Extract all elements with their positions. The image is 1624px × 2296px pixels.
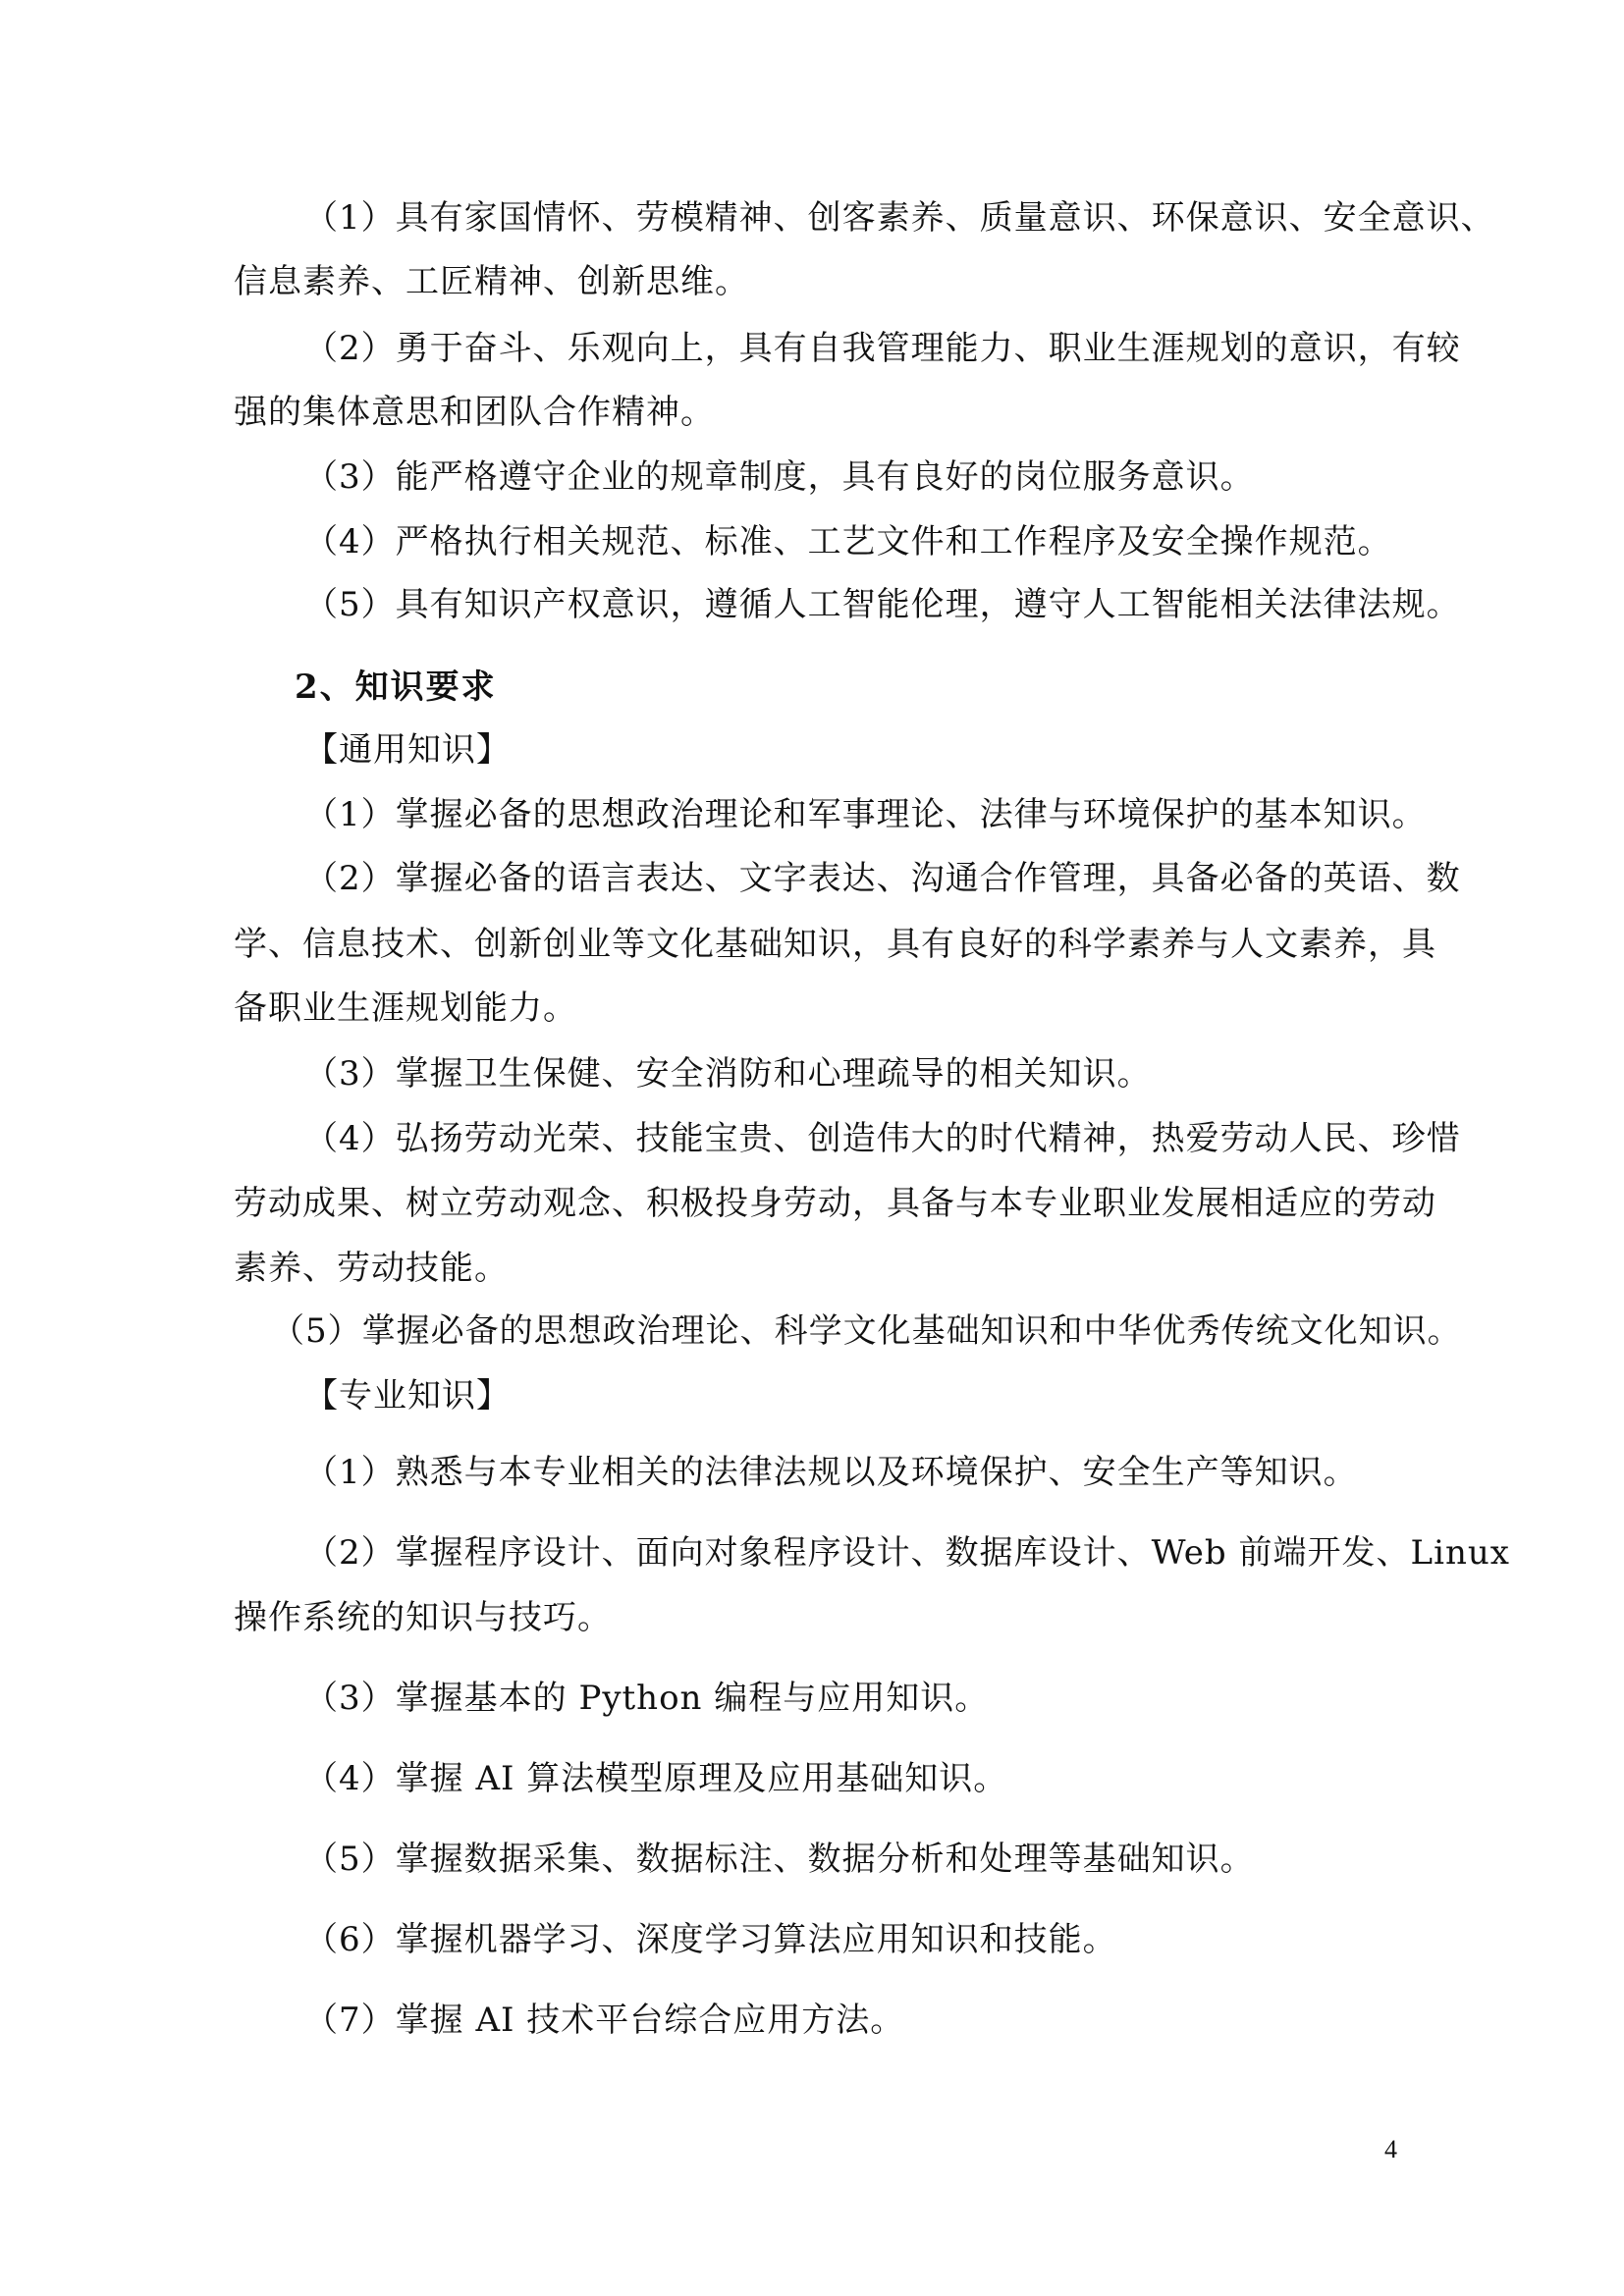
general-item-2-line-1: （2）掌握必备的语言表达、文字表达、沟通合作管理，具备必备的英语、数 bbox=[304, 859, 1461, 898]
quality-item-2-line-1: （2）勇于奋斗、乐观向上，具有自我管理能力、职业生涯规划的意识，有较 bbox=[304, 329, 1461, 368]
professional-item-2-line-2: 操作系统的知识与技巧。 bbox=[234, 1598, 612, 1637]
professional-item-5: （5）掌握数据采集、数据标注、数据分析和处理等基础知识。 bbox=[304, 1840, 1255, 1879]
quality-item-1-line-1: （1）具有家国情怀、劳模精神、创客素养、质量意识、环保意识、安全意识、 bbox=[304, 198, 1495, 238]
professional-knowledge-title: 【专业知识】 bbox=[304, 1376, 511, 1415]
general-item-4-line-2: 劳动成果、树立劳动观念、积极投身劳动，具备与本专业职业发展相适应的劳动 bbox=[234, 1184, 1436, 1223]
professional-item-4: （4）掌握 AI 算法模型原理及应用基础知识。 bbox=[304, 1759, 1008, 1798]
general-item-4-line-1: （4）弘扬劳动光荣、技能宝贵、创造伟大的时代精神，热爱劳动人民、珍惜 bbox=[304, 1119, 1461, 1158]
general-item-3: （3）掌握卫生保健、安全消防和心理疏导的相关知识。 bbox=[304, 1054, 1152, 1094]
quality-item-1-line-2: 信息素养、工匠精神、创新思维。 bbox=[234, 262, 749, 301]
quality-item-3: （3）能严格遵守企业的规章制度，具有良好的岗位服务意识。 bbox=[304, 457, 1255, 497]
knowledge-heading: 2、知识要求 bbox=[295, 667, 497, 707]
quality-item-4: （4）严格执行相关规范、标准、工艺文件和工作程序及安全操作规范。 bbox=[304, 522, 1392, 561]
professional-item-2-line-1: （2）掌握程序设计、面向对象程序设计、数据库设计、Web 前端开发、Linux bbox=[304, 1533, 1510, 1573]
general-item-1: （1）掌握必备的思想政治理论和军事理论、法律与环境保护的基本知识。 bbox=[304, 795, 1427, 834]
professional-item-6: （6）掌握机器学习、深度学习算法应用知识和技能。 bbox=[304, 1920, 1117, 1959]
page-number: 4 bbox=[1384, 2135, 1397, 2163]
professional-item-1: （1）熟悉与本专业相关的法律法规以及环境保护、安全生产等知识。 bbox=[304, 1453, 1358, 1492]
quality-item-5: （5）具有知识产权意识，遵循人工智能伦理，遵守人工智能相关法律法规。 bbox=[304, 585, 1461, 624]
quality-item-2-line-2: 强的集体意思和团队合作精神。 bbox=[234, 393, 715, 432]
general-item-5: （5）掌握必备的思想政治理论、科学文化基础知识和中华优秀传统文化知识。 bbox=[271, 1311, 1462, 1351]
professional-item-7: （7）掌握 AI 技术平台综合应用方法。 bbox=[304, 2001, 905, 2040]
general-item-4-line-3: 素养、劳动技能。 bbox=[234, 1249, 509, 1288]
general-item-2-line-2: 学、信息技术、创新创业等文化基础知识，具有良好的科学素养与人文素养，具 bbox=[234, 925, 1436, 964]
general-item-2-line-3: 备职业生涯规划能力。 bbox=[234, 988, 577, 1028]
general-knowledge-title: 【通用知识】 bbox=[304, 730, 511, 770]
professional-item-3: （3）掌握基本的 Python 编程与应用知识。 bbox=[304, 1679, 990, 1718]
